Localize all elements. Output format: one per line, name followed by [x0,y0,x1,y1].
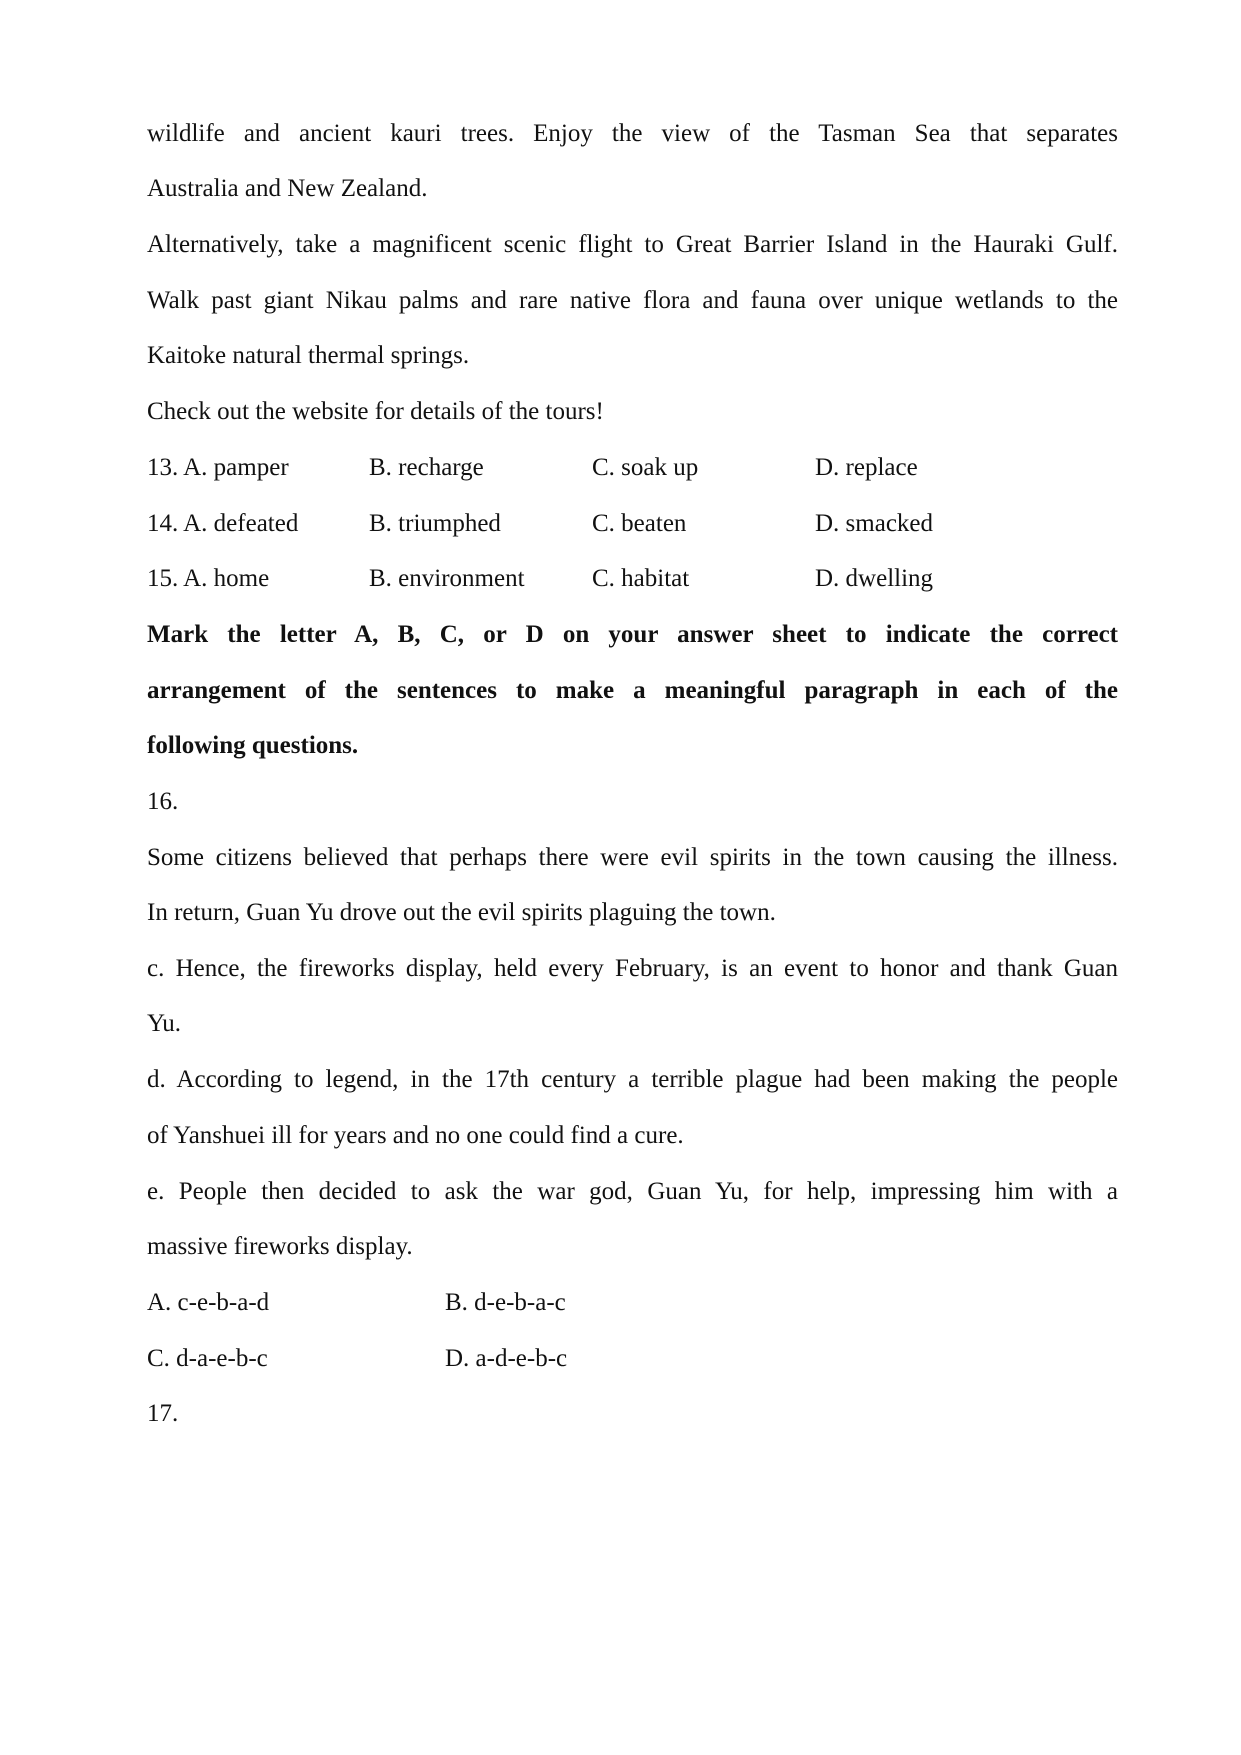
question-17-number: 17. [147,1400,179,1427]
sentence-line: Yu. [147,1010,182,1037]
option-13-a: 13. A. pamper [147,454,289,481]
sentence-line: Some citizens believed that perhaps there were evil spirits in the town causing the illness. [147,844,1118,871]
passage-line: Alternatively, take a magnificent scenic flight to Great Barrier Island in the Hauraki Gulf. [147,231,1118,258]
instruction-line: following questions. [147,732,359,759]
sentence-line: d. According to legend, in the 17th century a terrible plague had been making the people [147,1066,1118,1093]
option-13-d: D. replace [815,454,918,481]
option-15-c: C. habitat [592,565,690,592]
sentence-line: e. People then decided to ask the war god, Guan Yu, for help, impressing him with a [147,1178,1118,1205]
sentence-line: massive fireworks display. [147,1233,413,1260]
passage-line: Australia and New Zealand. [147,175,428,202]
option-16-d: D. a-d-e-b-c [445,1345,568,1372]
passage-line: Walk past giant Nikau palms and rare native flora and fauna over unique wetlands to the [147,287,1118,314]
option-16-a: A. c-e-b-a-d [147,1289,270,1316]
option-16-b: B. d-e-b-a-c [445,1289,566,1316]
sentence-line: c. Hence, the fireworks display, held every February, is an event to honor and thank Guan [147,955,1118,982]
option-15-b: B. environment [369,565,525,592]
option-15-d: D. dwelling [815,565,934,592]
instruction-line: arrangement of the sentences to make a meaningful paragraph in each of the [147,677,1118,704]
option-13-b: B. recharge [369,454,484,481]
instruction-line: Mark the letter A, B, C, or D on your answer sheet to indicate the correct [147,621,1118,648]
option-14-b: B. triumphed [369,510,501,537]
option-13-c: C. soak up [592,454,699,481]
passage-line: Check out the website for details of the tours! [147,398,604,425]
option-14-d: D. smacked [815,510,934,537]
passage-line: wildlife and ancient kauri trees. Enjoy the view of the Tasman Sea that separates [147,120,1118,147]
sentence-line: of Yanshuei ill for years and no one could find a cure. [147,1122,684,1149]
sentence-line: In return, Guan Yu drove out the evil spirits plaguing the town. [147,899,776,926]
option-14-c: C. beaten [592,510,687,537]
question-16-number: 16. [147,788,179,815]
option-16-c: C. d-a-e-b-c [147,1345,268,1372]
option-14-a: 14. A. defeated [147,510,299,537]
option-15-a: 15. A. home [147,565,270,592]
passage-line: Kaitoke natural thermal springs. [147,342,470,369]
